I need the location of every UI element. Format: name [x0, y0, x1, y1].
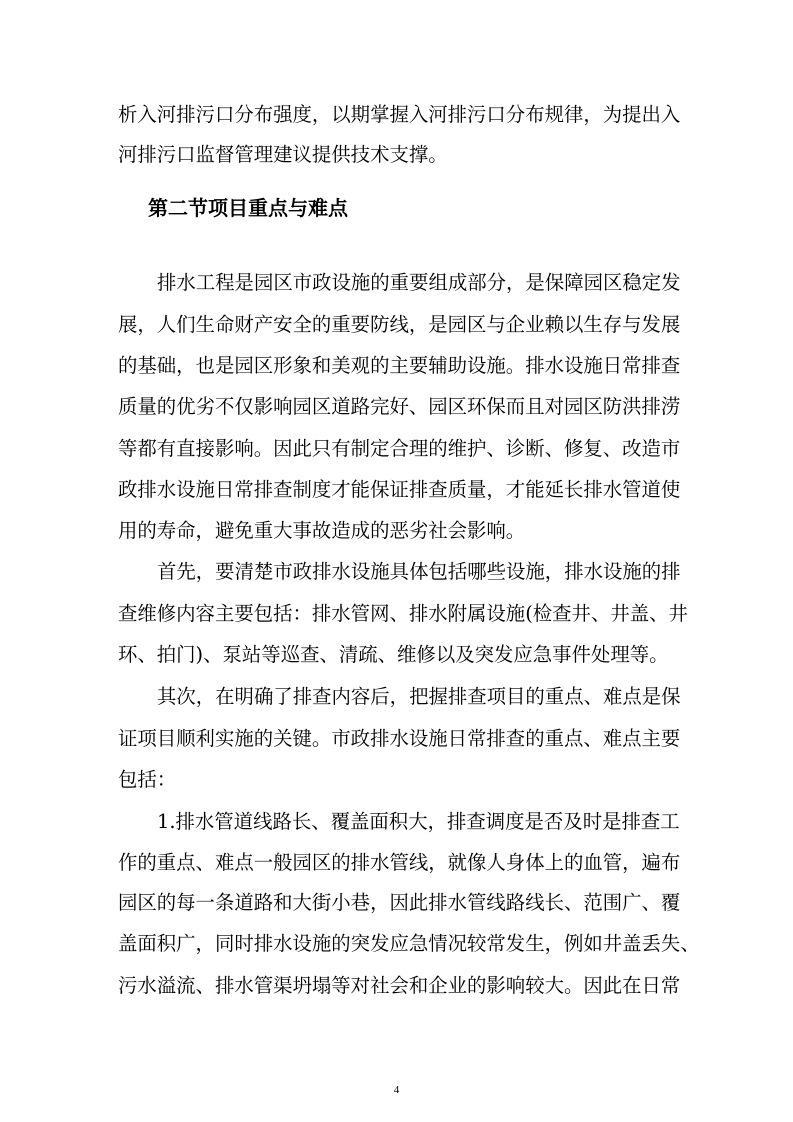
text-line: 证项目顺利实施的关键。市政排水设施日常排查的重点、难点主要	[118, 727, 681, 750]
text-line: 1.排水管道线路长、覆盖面积大，排查调度是否及时是排查工	[157, 810, 680, 833]
text-line: 用的寿命，避免重大事故造成的恶劣社会影响。	[118, 519, 526, 542]
text-line: 质量的优劣不仅影响园区道路完好、园区环保而且对园区防洪排涝	[118, 395, 681, 418]
text-line: 首先，要清楚市政排水设施具体包括哪些设施，排水设施的排	[157, 560, 681, 583]
section-heading: 第二节项目重点与难点	[148, 196, 348, 220]
text-line: 污水溢流、排水管渠坍塌等对社会和企业的影响较大。因此在日常	[118, 974, 681, 997]
text-line: 环、拍门)、泵站等巡查、清疏、维修以及突发应急事件处理等。	[118, 643, 669, 666]
text-line: 排水工程是园区市政设施的重要组成部分，是保障园区稳定发	[157, 271, 681, 294]
text-line: 展，人们生命财产安全的重要防线，是园区与企业赖以生存与发展	[118, 313, 681, 336]
text-line: 园区的每一条道路和大街小巷，因此排水管线路线长、范围广、覆	[118, 891, 681, 914]
text-line: 的基础，也是园区形象和美观的主要辅助设施。排水设施日常排查	[118, 354, 681, 377]
text-line: 包括：	[118, 768, 177, 791]
text-line: 查维修内容主要包括：排水管网、排水附属设施(检查井、井盖、井	[118, 602, 688, 625]
text-line: 析入河排污口分布强度，以期掌握入河排污口分布规律，为提出入	[118, 103, 681, 126]
text-line: 河排污口监督管理建议提供技术支撑。	[118, 143, 448, 166]
page-number: 4	[393, 1084, 400, 1096]
text-line: 其次，在明确了排查内容后，把握排查项目的重点、难点是保	[157, 685, 681, 708]
text-line: 政排水设施日常排查制度才能保证排查质量，才能延长排水管道使	[118, 478, 681, 501]
text-line: 作的重点、难点一般园区的排水管线，就像人身体上的血管，遍布	[118, 851, 681, 874]
text-line: 盖面积广，同时排水设施的突发应急情况较常发生，例如井盖丢失、	[118, 932, 700, 955]
text-line: 等都有直接影响。因此只有制定合理的维护、诊断、修复、改造市	[118, 437, 681, 460]
